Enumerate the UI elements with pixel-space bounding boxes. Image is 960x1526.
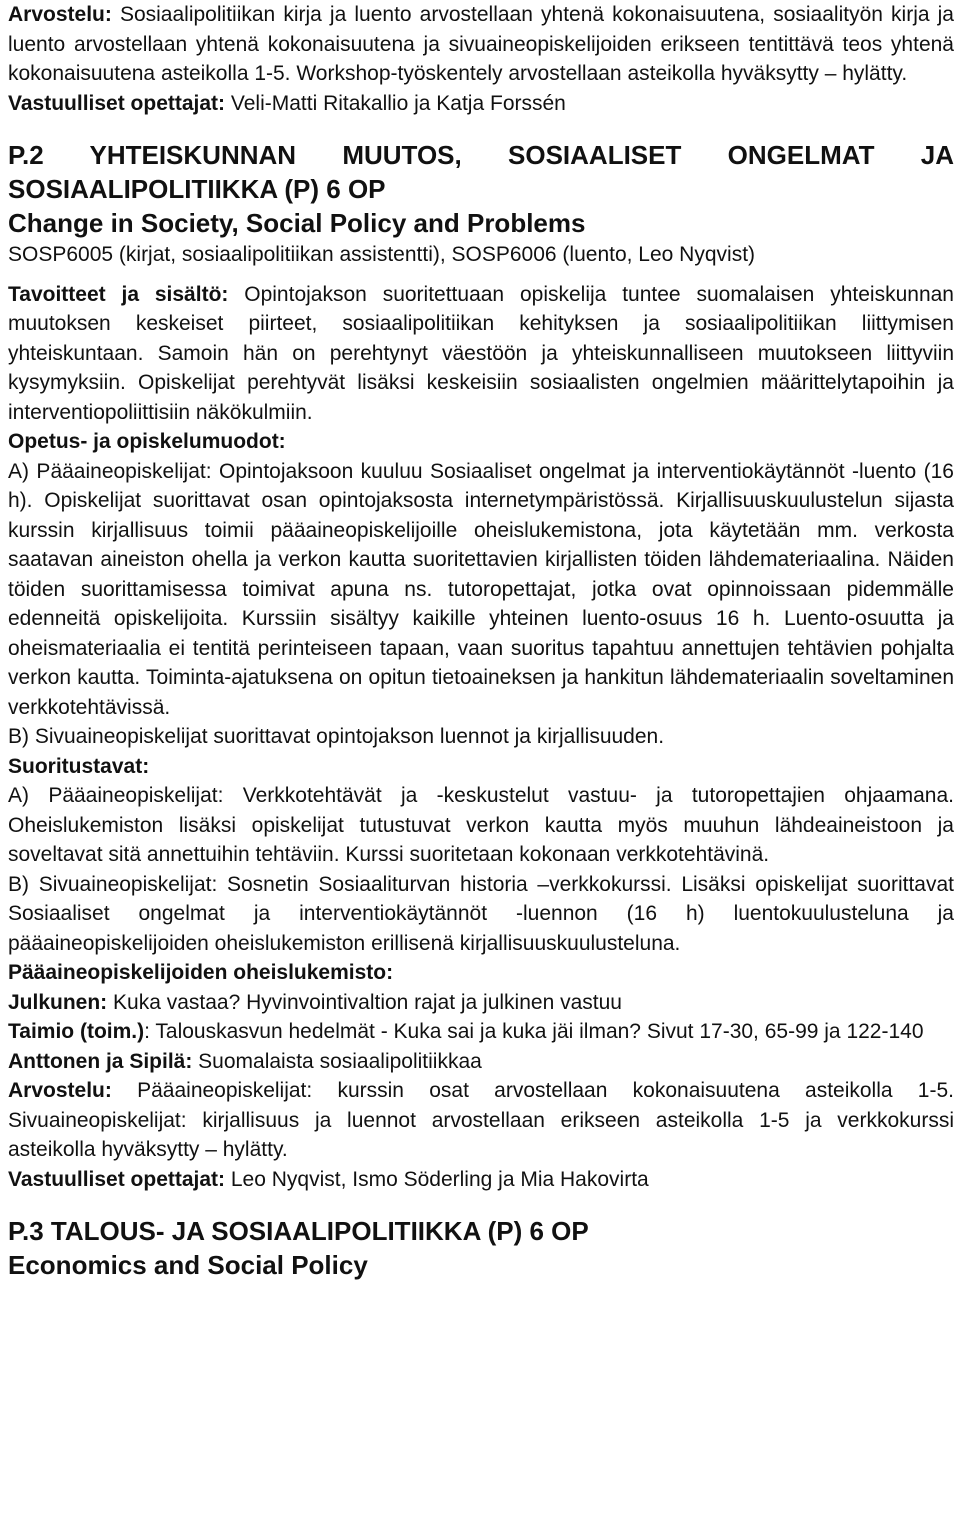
grading-text-p2: Pääaineopiskelijat: kurssin osat arvostellaan kokonaisuutena asteikolla 1-5. Sivuaineopiskelijat: kirjallisuus ja luennot arvostellaan erikseen asteikolla 1-5 ja verkkokurssi asteikolla hyväksytty – hylätty. [8, 1079, 954, 1161]
reading-author: Julkunen: [8, 990, 108, 1014]
reading-item [8, 1017, 954, 1047]
grading-label-p2: Arvostelu: [8, 1079, 112, 1102]
course-title-en-p3: Economics and Social Policy [8, 1250, 368, 1280]
grading-label-prev: Arvostelu: [8, 3, 112, 26]
goals-text: Opintojakson suoritettuaan opiskelija tuntee suomalaisen yhteiskunnan muutoksen keskeiset piirteet, sosiaalipolitiikan kehityksen ja sosiaalipolitiikan liittymisen yhteiskuntaan. Samoin hän on perehtynyt väestöön ja yhteiskunnalliseen muutokseen liittyviin kysymyksiin. Opiskelijat perehtyvät lisäksi keskeisiin sosiaalisten ongelmien määrittelytapoihin ja interventiopoliittisiin näkökulmiin. [8, 282, 954, 424]
course-title-p2: P.2 YHTEISKUNNAN MUUTOS, SOSIAALISET ONGELMAT JA SOSIAALIPOLITIIKKA (P) 6 OP [8, 140, 954, 204]
grading-paragraph-p2 [8, 1076, 954, 1165]
teachers-label-prev: Vastuulliset opettajat: [8, 91, 226, 115]
reading-item [8, 1047, 954, 1077]
reading-author: Anttonen ja Sipilä: [8, 1049, 193, 1073]
methods-a-paragraph: A) Pääaineopiskelijat: Verkkotehtävät ja -keskustelut vastuu- ja tutoropettajien ohjaamana. Oheislukemiston lisäksi opiskelijat tutustuvat verkon kautta myös muuhun lähdeaineistoon ja soveltavat sitä annettuihin tehtäviin. Kurssi suoritetaan kokonaan verkkotehtävinä. [8, 784, 954, 866]
document-page [8, 0, 954, 1282]
teaching-heading: Opetus- ja opiskelumuodot: [8, 430, 286, 453]
methods-b-paragraph: B) Sivuaineopiskelijat: Sosnetin Sosiaaliturvan historia –verkkokurssi. Lisäksi opiskelijat suorittavat Sosiaaliset ongelmat ja interventiokäytännöt -luennon (16 h) luentokuulusteluna ja pääaineopiskelijoiden oheislukemiston erillisenä kirjallisuuskuulusteluna. [8, 872, 954, 955]
reading-author: Taimio (toim.) [8, 1020, 145, 1043]
reading-title: : Talouskasvun hedelmät - Kuka sai ja kuka jäi ilman? Sivut 17-30, 65-99 ja 122-140 [144, 1020, 924, 1043]
grading-paragraph-prev [8, 0, 954, 89]
goals-paragraph [8, 280, 954, 428]
goals-label: Tavoitteet ja sisältö: [8, 282, 229, 306]
reading-heading: Pääaineopiskelijoiden oheislukemisto: [8, 961, 394, 984]
teaching-a-paragraph: A) Pääaineopiskelijat: Opintojaksoon kuuluu Sosiaaliset ongelmat ja interventiokäytännöt -luento (16 h). Opiskelijat suorittavat osan opintojaksosta internetympäristössä. Kirjallisuuskuulustelun sijasta kurssin kirjallisuus toimii pääaineopiskelijoille oheislukemistona, jota käytetään mm. verkosta saatavan aineiston ohella ja verkon kautta suoritettavien kirjallisten töiden lähdemateriaalina. Näiden töiden suorittamisessa toimivat apuna ns. tutoropettajat, jotka ovat opinnoissaan pidemmälle edenneitä opiskelijoita. Kurssiin sisältyy kaikille yhteinen luento-osuus 16 h. Luento-osuutta ja oheismateriaalia ei tentitä perinteiseen tapaan, vaan suoritus tapahtuu annettujen tehtävien pohjalta verkon kautta. Toiminta-ajatuksena on opitun tietoaineksen ja hankitun lähdemateriaalin soveltaminen verkkotehtävissä. [8, 459, 954, 719]
methods-heading: Suoritustavat: [8, 754, 150, 778]
teachers-paragraph-p2 [8, 1165, 954, 1195]
teachers-text-prev: Veli-Matti Ritakallio ja Katja Forssén [225, 91, 566, 115]
course-codes-p2: SOSP6005 (kirjat, sosiaalipolitiikan assistentti), SOSP6006 (luento, Leo Nyqvist) [8, 243, 756, 266]
course-title-en-p2: Change in Society, Social Policy and Problems [8, 208, 586, 238]
reading-title: Suomalaista sosiaalipolitiikkaa [192, 1049, 482, 1073]
teachers-text-p2: Leo Nyqvist, Ismo Söderling ja Mia Hakovirta [225, 1167, 649, 1191]
reading-item [8, 988, 954, 1018]
course-title-p3: P.3 TALOUS- JA SOSIAALIPOLITIIKKA (P) 6 OP [8, 1216, 589, 1246]
teaching-b-paragraph: B) Sivuaineopiskelijat suorittavat opintojakson luennot ja kirjallisuuden. [8, 725, 665, 748]
teachers-label-p2: Vastuulliset opettajat: [8, 1167, 226, 1191]
grading-text-prev: Sosiaalipolitiikan kirja ja luento arvostellaan yhtenä kokonaisuutena, sosiaalityön kirja ja luento arvostellaan yhtenä kokonaisuutena ja sivuaineopiskelijoiden erikseen tentittävä teos yhtenä kokonaisuutena asteikolla 1-5. Workshop-työskentely arvostellaan asteikolla hyväksytty – hylätty. [8, 3, 954, 85]
teachers-paragraph-prev [8, 89, 954, 119]
reading-title: Kuka vastaa? Hyvinvointivaltion rajat ja julkinen vastuu [107, 990, 622, 1014]
